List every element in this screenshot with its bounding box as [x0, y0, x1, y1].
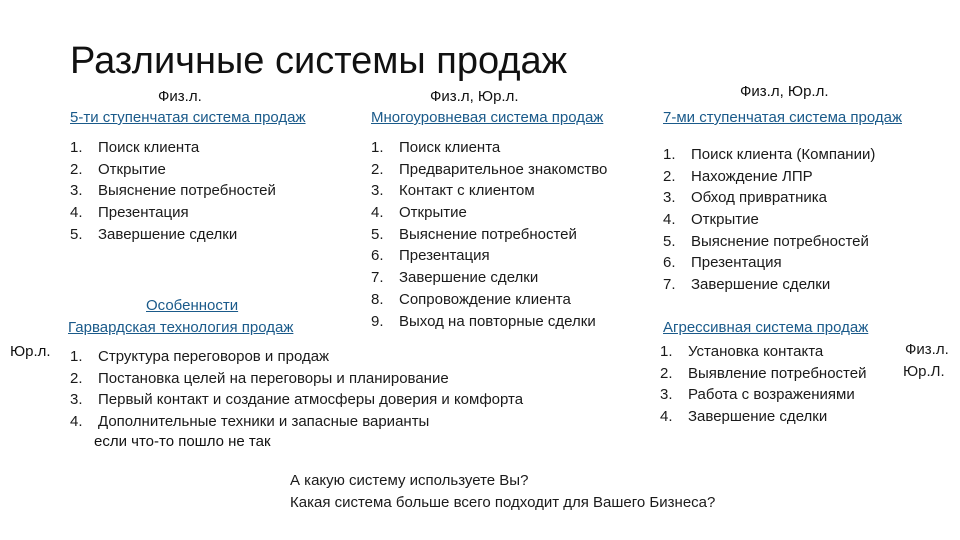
list-item-number: 4.	[660, 408, 673, 426]
list-item-label: Завершение сделки	[691, 276, 831, 294]
list-item-label: Работа с возражениями	[688, 386, 855, 404]
list-item	[663, 274, 875, 296]
aggressive-heading: Агрессивная система продаж	[663, 319, 869, 336]
list-item-number: 2.	[663, 167, 676, 185]
list-item-label: Сопровождение клиента	[399, 290, 571, 308]
list-item-number: 2.	[70, 160, 83, 178]
list-item	[70, 202, 276, 224]
list-item-label: Выяснение потребностей	[691, 232, 869, 250]
list-item-number: 3.	[660, 386, 673, 404]
list-item	[660, 363, 866, 385]
list-item-label: Открытие	[399, 204, 467, 222]
list-item-number: 5.	[70, 225, 83, 243]
question-line-1: А какую систему используете Вы?	[290, 472, 529, 489]
list-item-number: 4.	[70, 204, 83, 222]
list-item-number: 3.	[663, 189, 676, 207]
harvard-features-label: Особенности	[146, 297, 239, 314]
list-item-number: 6.	[371, 247, 384, 265]
harvard-heading: Гарвардская технология продаж	[68, 319, 294, 336]
list-item-number: 8.	[371, 290, 384, 308]
list-item	[70, 346, 523, 368]
aggressive-steps-list	[660, 341, 866, 428]
col2-heading: Многоуровневая система продаж	[371, 109, 604, 126]
list-item-number: 2.	[660, 364, 673, 382]
list-item-number: 9.	[371, 312, 384, 330]
list-item	[371, 289, 607, 311]
list-item-label: Поиск клиента (Компании)	[691, 146, 876, 163]
list-item-label: Структура переговоров и продаж	[98, 348, 330, 365]
list-item-number: 5.	[371, 225, 384, 243]
col1-steps-list	[70, 137, 276, 245]
list-item	[70, 389, 523, 411]
col1-audience-tag: Физ.л.	[158, 88, 202, 105]
list-item-number: 4.	[371, 204, 384, 222]
list-item	[371, 267, 607, 289]
list-item-label: Нахождение ЛПР	[691, 167, 813, 185]
list-item-label: Выход на повторные сделки	[399, 312, 596, 330]
list-item	[70, 159, 276, 181]
aggressive-tag-legal: Юр.Л.	[903, 363, 945, 380]
list-item-label: Открытие	[98, 160, 166, 178]
list-item	[371, 311, 607, 333]
harvard-item4-continuation: если что-то пошло не так	[94, 433, 271, 450]
list-item-number: 7.	[371, 269, 384, 287]
list-item	[371, 180, 607, 202]
list-item-number: 1.	[371, 139, 384, 156]
list-item	[660, 341, 866, 363]
list-item	[660, 406, 866, 428]
list-item	[70, 368, 523, 390]
list-item	[660, 384, 866, 406]
list-item	[70, 180, 276, 202]
question-line-2: Какая система больше всего подходит для Вашего Бизнеса?	[290, 494, 716, 511]
list-item	[663, 144, 875, 166]
list-item	[70, 224, 276, 246]
list-item-label: Презентация	[691, 254, 782, 272]
list-item	[371, 159, 607, 181]
col3-heading: 7-ми ступенчатая система продаж	[663, 109, 902, 126]
list-item-label: Презентация	[98, 204, 189, 222]
list-item	[663, 252, 875, 274]
col2-steps-list	[371, 137, 607, 332]
list-item-label: Презентация	[399, 247, 490, 265]
list-item-label: Завершение сделки	[399, 269, 539, 287]
list-item-number: 4.	[663, 211, 676, 229]
list-item-number: 7.	[663, 276, 676, 294]
list-item	[371, 202, 607, 224]
list-item-label: Контакт с клиентом	[399, 182, 535, 200]
list-item-number: 3.	[371, 182, 384, 200]
list-item	[70, 411, 523, 433]
harvard-audience-tag: Юр.л.	[10, 343, 51, 360]
list-item-number: 1.	[70, 348, 83, 365]
list-item-label: Завершение сделки	[98, 225, 238, 243]
list-item-label: Выявление потребностей	[688, 364, 867, 382]
list-item-label: Завершение сделки	[688, 408, 828, 426]
col3-steps-list	[663, 144, 875, 296]
list-item	[371, 224, 607, 246]
list-item-number: 1.	[70, 139, 83, 156]
aggressive-tag-phys: Физ.л.	[905, 341, 949, 358]
list-item	[663, 166, 875, 188]
list-item-label: Поиск клиента	[399, 139, 501, 156]
list-item-label: Предварительное знакомство	[399, 160, 608, 178]
list-item-number: 6.	[663, 254, 676, 272]
col1-heading: 5-ти ступенчатая система продаж	[70, 109, 306, 126]
list-item	[663, 209, 875, 231]
list-item-label: Обход привратника	[691, 189, 827, 207]
list-item	[371, 245, 607, 267]
list-item-label: Выяснение потребностей	[98, 182, 276, 200]
list-item-number: 4.	[70, 413, 83, 431]
slide-title: Различные системы продаж	[70, 40, 568, 82]
list-item-number: 5.	[663, 232, 676, 250]
list-item-label: Установка контакта	[688, 343, 824, 360]
list-item-number: 2.	[371, 160, 384, 178]
col2-audience-tag: Физ.л, Юр.л.	[430, 88, 519, 105]
harvard-steps-list	[70, 346, 523, 433]
list-item	[70, 137, 276, 159]
list-item-label: Постановка целей на переговоры и планирование	[98, 369, 449, 387]
list-item	[371, 137, 607, 159]
list-item-number: 1.	[660, 343, 673, 360]
col3-audience-tag: Физ.л, Юр.л.	[740, 83, 829, 100]
list-item-number: 3.	[70, 391, 83, 409]
list-item-label: Выяснение потребностей	[399, 225, 577, 243]
list-item	[663, 231, 875, 253]
list-item-label: Открытие	[691, 211, 759, 229]
list-item	[663, 187, 875, 209]
list-item-label: Дополнительные техники и запасные варианты	[98, 413, 430, 431]
list-item-label: Поиск клиента	[98, 139, 200, 156]
list-item-label: Первый контакт и создание атмосферы доверия и комфорта	[98, 391, 524, 409]
list-item-number: 3.	[70, 182, 83, 200]
list-item-number: 1.	[663, 146, 676, 163]
list-item-number: 2.	[70, 369, 83, 387]
